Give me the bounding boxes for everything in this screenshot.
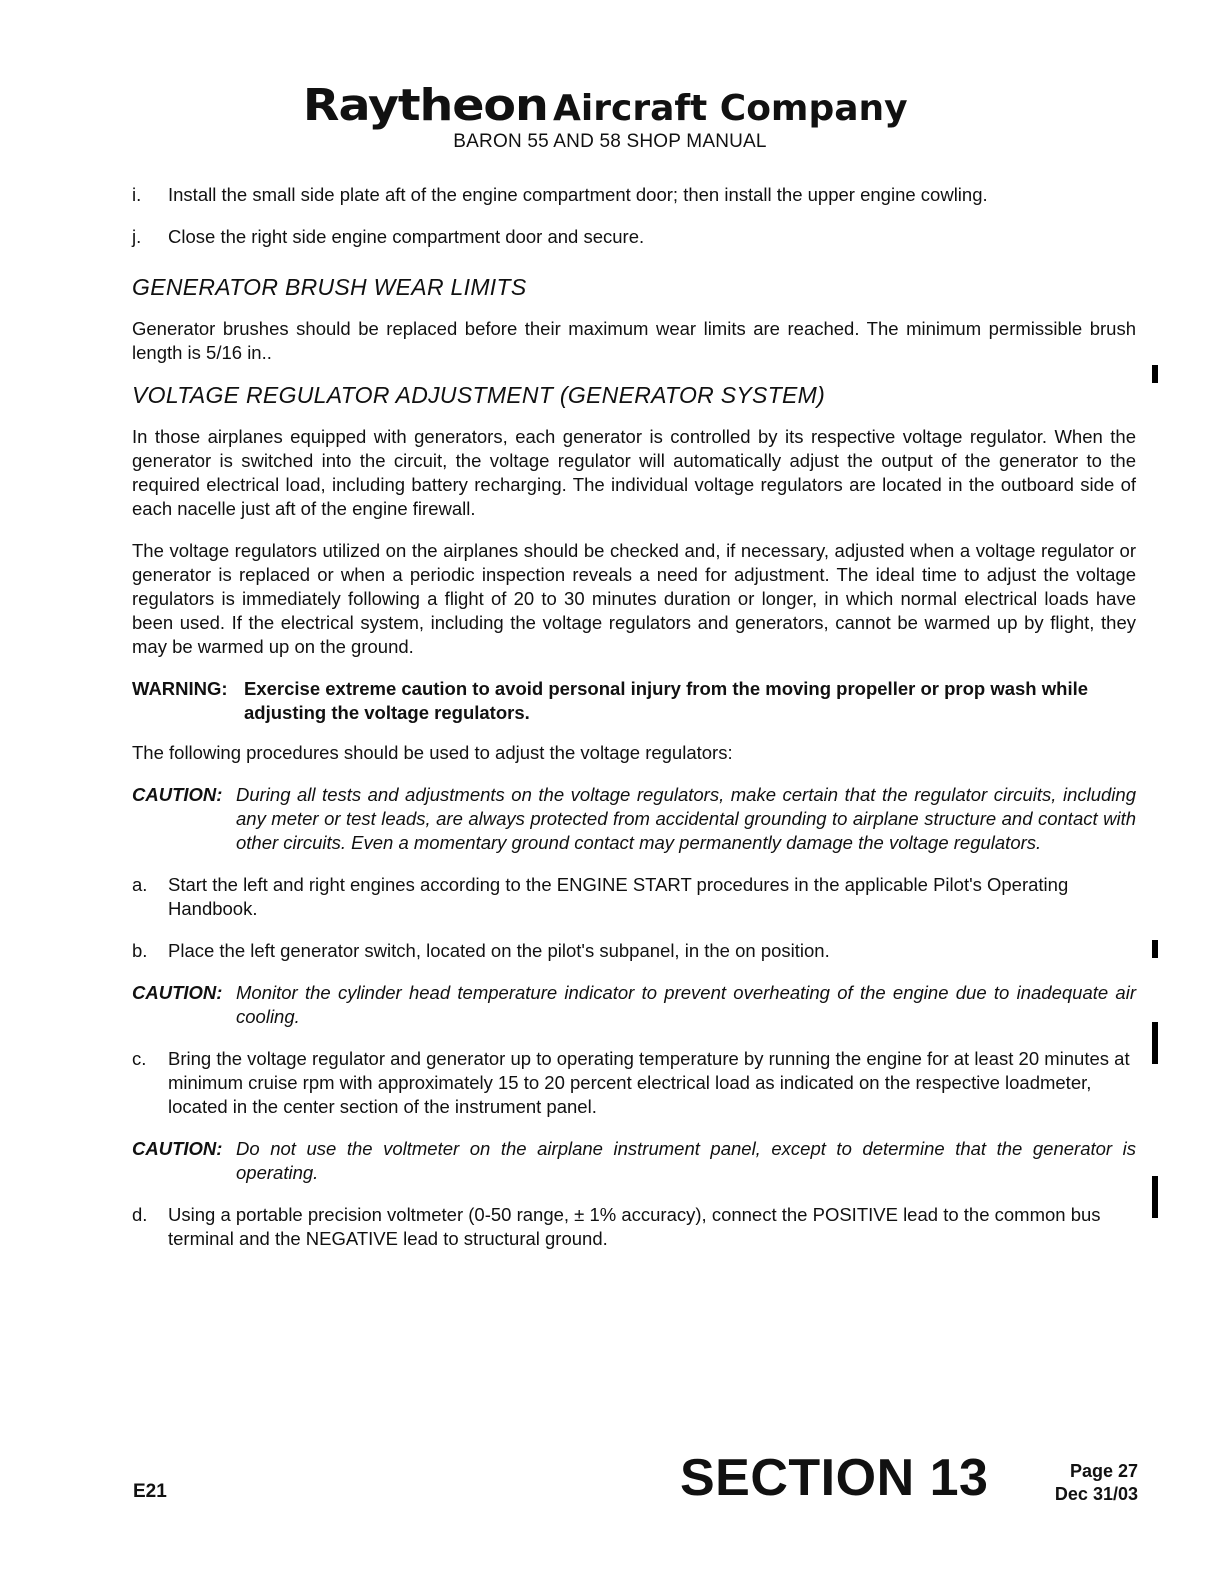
caution-label: CAUTION: <box>132 982 223 1003</box>
footer-page-info <box>1040 1460 1138 1506</box>
company-name: Aircraft Company <box>553 88 908 129</box>
caution-text: During all tests and adjustments on the voltage regulators, make certain that the regulator circuits, including any meter or test leads, are always protected from accidental grounding to airplane structure and contact with other circuits. Even a momentary ground contact may permanently damage the voltage regulators. <box>236 784 1136 853</box>
regulator-paragraph-2: The voltage regulators utilized on the airplanes should be checked and, if necessary, adjusted when a voltage regulator or generator is replaced or when a periodic inspection reveals a need for adjustment. The ideal time to adjust the voltage regulators is immediately following a flight of 20 to 30 minutes duration or longer, in which normal electrical loads have been used. If the electrical system, including the voltage regulators and generators, cannot be warmed up by flight, they may be warmed up on the ground. <box>132 540 1136 657</box>
step-i <box>132 183 1136 207</box>
caution-label: CAUTION: <box>132 784 223 805</box>
step-text: Bring the voltage regulator and generator up to operating temperature by running the engine for at least 20 minutes at minimum cruise rpm with approximately 15 to 20 percent electrical load as indicated on the respective loadmeter, located in the center section of the instrument panel. <box>168 1048 1130 1117</box>
step-marker: d. <box>132 1204 148 1225</box>
warning-label: WARNING: <box>132 678 228 699</box>
step-a <box>132 873 1136 921</box>
revision-bar <box>1152 940 1158 958</box>
caution-label: CAUTION: <box>132 1138 223 1159</box>
raytheon-logo: Raytheon <box>303 80 549 131</box>
procedure-intro: The following procedures should be used to adjust the voltage regulators: <box>132 742 733 763</box>
step-text: Start the left and right engines according to the ENGINE START procedures in the applicable Pilot's Operating Handbook. <box>168 874 1069 919</box>
step-text: Install the small side plate aft of the engine compartment door; then install the upper engine cowling. <box>168 184 988 205</box>
revision-bar <box>1152 365 1158 383</box>
step-text: Place the left generator switch, located on the pilot's subpanel, in the on position. <box>168 940 830 961</box>
caution-note-1 <box>132 783 1136 855</box>
manual-title: BARON 55 AND 58 SHOP MANUAL <box>453 131 767 152</box>
page-number: Page 27 <box>1069 1461 1138 1481</box>
regulator-paragraph-1: In those airplanes equipped with generators, each generator is controlled by its respective voltage regulator. When the generator is switched into the circuit, the voltage regulator will automatically adjust the output of the generator to the required electrical load, including battery recharging. The individual voltage regulators are located in the outboard side of each nacelle just aft of the engine firewall. <box>132 426 1136 519</box>
step-marker: a. <box>132 874 148 895</box>
revision-bar <box>1152 1022 1158 1064</box>
step-marker: i. <box>132 184 142 205</box>
warning-note <box>132 677 1136 725</box>
page-header <box>0 80 1220 132</box>
revision-date: Dec 31/03 <box>1054 1484 1138 1504</box>
step-marker: j. <box>132 226 142 247</box>
step-d <box>132 1203 1136 1251</box>
brush-wear-paragraph: Generator brushes should be replaced before their maximum wear limits are reached. The minimum permissible brush length is 5/16 in.. <box>132 318 1136 363</box>
page-content <box>132 183 1136 1269</box>
caution-text: Do not use the voltmeter on the airplane instrument panel, except to determine that the generator is operating. <box>236 1138 1136 1183</box>
step-text: Close the right side engine compartment door and secure. <box>168 226 645 247</box>
step-marker: b. <box>132 940 148 961</box>
footer-document-code: E21 <box>133 1481 167 1502</box>
step-b <box>132 939 1136 963</box>
heading-brush-wear: GENERATOR BRUSH WEAR LIMITS <box>132 274 527 300</box>
revision-bar <box>1152 1176 1158 1218</box>
warning-text: Exercise extreme caution to avoid personal injury from the moving propeller or prop wash while adjusting the voltage regulators. <box>244 678 1089 723</box>
caution-note-2 <box>132 981 1136 1029</box>
footer-section-title: SECTION 13 <box>680 1449 989 1507</box>
step-c <box>132 1047 1136 1119</box>
step-j <box>132 225 1136 249</box>
caution-note-3 <box>132 1137 1136 1185</box>
heading-voltage-regulator: VOLTAGE REGULATOR ADJUSTMENT (GENERATOR SYSTEM) <box>132 382 826 408</box>
caution-text: Monitor the cylinder head temperature indicator to prevent overheating of the engine due to inadequate air cooling. <box>236 982 1136 1027</box>
step-text: Using a portable precision voltmeter (0-50 range, ± 1% accuracy), connect the POSITIVE lead to the common bus terminal and the NEGATIVE lead to structural ground. <box>168 1204 1101 1249</box>
step-marker: c. <box>132 1048 147 1069</box>
